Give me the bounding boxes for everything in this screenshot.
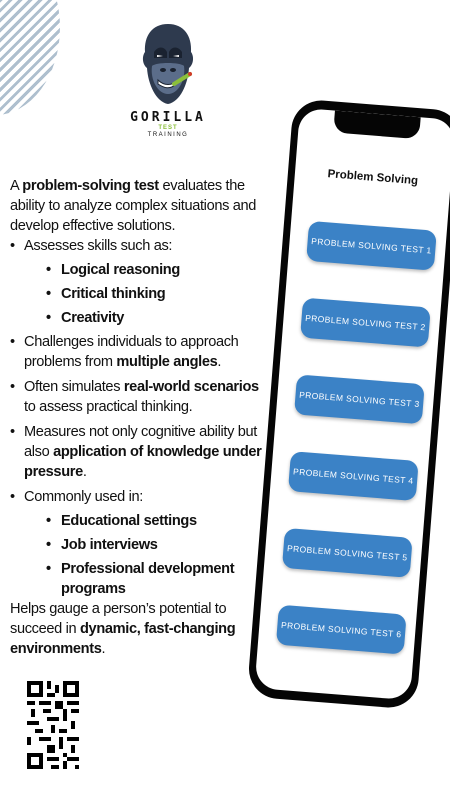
test-button-list	[273, 221, 437, 692]
intro-paragraph: A problem-solving test evaluates the ability to analyze complex situations and develop effective solutions.	[10, 178, 257, 234]
list-item: • Assesses skills such as: • Logical reasoning • Critical thinking • Creativity	[10, 236, 272, 328]
list-item: • Job interviews	[24, 535, 272, 555]
list-item: • Commonly used in: • Educational settings • Job interviews • Professional development programs	[10, 487, 272, 599]
logo-tagline-test: TEST	[158, 125, 178, 131]
list-item: • Measures not only cognitive ability but also application of knowledge under pressure.	[10, 422, 272, 482]
list-item: • Creativity	[24, 308, 272, 328]
phone-screen	[254, 108, 450, 700]
gorilla-head-icon	[140, 22, 196, 108]
qr-code-icon[interactable]	[27, 680, 79, 770]
feature-list	[10, 236, 272, 599]
list-item: • Critical thinking	[24, 284, 272, 304]
problem-solving-test-5-button[interactable]: PROBLEM SOLVING TEST 5	[282, 528, 413, 578]
problem-solving-test-6-button[interactable]: PROBLEM SOLVING TEST 6	[276, 605, 407, 655]
list-item: • Challenges individuals to approach problems from multiple angles.	[10, 332, 272, 372]
problem-solving-test-1-button[interactable]: PROBLEM SOLVING TEST 1	[306, 221, 437, 271]
list-item: • Logical reasoning	[24, 260, 272, 280]
list-item: • Often simulates real-world scenarios to assess practical thinking.	[10, 377, 272, 417]
problem-solving-test-2-button[interactable]: PROBLEM SOLVING TEST 2	[300, 298, 431, 348]
decorative-striped-circle	[0, 0, 60, 115]
list-item: • Educational settings	[24, 511, 272, 531]
problem-solving-test-3-button[interactable]: PROBLEM SOLVING TEST 3	[294, 374, 425, 424]
settings-list	[24, 511, 272, 599]
closing-paragraph: Helps gauge a person’s potential to succeed in dynamic, fast-changing environments.	[10, 601, 236, 657]
list-item: • Professional development programs	[24, 559, 272, 599]
screen-title: Problem Solving	[327, 168, 419, 188]
gorilla-logo	[128, 22, 208, 139]
logo-tagline-training: TRAINING	[147, 132, 189, 138]
problem-solving-test-4-button[interactable]: PROBLEM SOLVING TEST 4	[288, 451, 419, 501]
skills-list	[24, 260, 272, 328]
logo-wordmark: GORILLA	[130, 110, 206, 125]
description-text	[10, 176, 272, 659]
phone-mockup	[247, 98, 450, 709]
phone-notch	[333, 111, 420, 140]
